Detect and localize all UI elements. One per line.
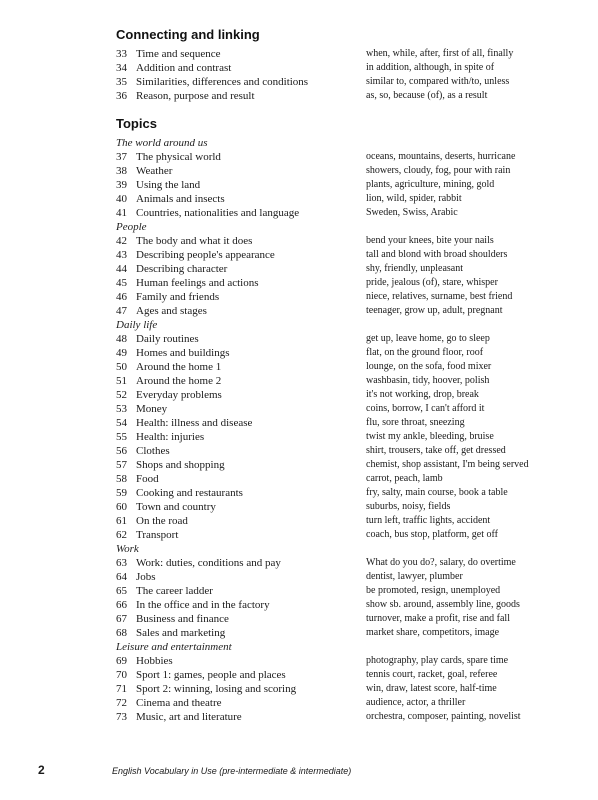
unit-examples: shy, friendly, unpleasant — [366, 263, 464, 274]
unit-row — [116, 61, 576, 75]
unit-number: 60 — [116, 501, 127, 513]
unit-row — [116, 402, 576, 416]
unit-topic: Ages and stages — [136, 305, 207, 317]
unit-examples: shirt, trousers, take off, get dressed — [366, 445, 506, 456]
unit-row — [116, 626, 576, 640]
book-title: English Vocabulary in Use (pre-intermediate & intermediate) — [112, 766, 352, 776]
unit-topic: Money — [136, 403, 168, 415]
unit-row — [116, 500, 576, 514]
unit-number: 61 — [116, 515, 127, 527]
unit-topic: Daily routines — [136, 333, 199, 345]
unit-topic: Hobbies — [136, 655, 173, 667]
unit-row — [116, 444, 576, 458]
unit-examples: chemist, shop assistant, I'm being served — [366, 459, 529, 470]
unit-number: 51 — [116, 375, 127, 387]
unit-examples: suburbs, noisy, fields — [366, 501, 451, 512]
unit-row — [116, 528, 576, 542]
unit-examples: washbasin, tidy, hoover, polish — [366, 375, 490, 386]
unit-number: 41 — [116, 207, 127, 219]
unit-number: 43 — [116, 249, 127, 261]
unit-examples: flat, on the ground floor, roof — [366, 347, 484, 358]
unit-examples: turn left, traffic lights, accident — [366, 515, 491, 526]
unit-topic: Family and friends — [136, 291, 220, 303]
unit-topic: Cinema and theatre — [136, 697, 222, 709]
unit-row — [116, 346, 576, 360]
unit-number: 59 — [116, 487, 127, 499]
unit-topic: Reason, purpose and result — [136, 90, 255, 102]
unit-number: 57 — [116, 459, 127, 471]
unit-examples: dentist, lawyer, plumber — [366, 571, 463, 582]
unit-row — [116, 682, 576, 696]
group-title: Leisure and entertainment — [116, 641, 232, 653]
unit-examples: carrot, peach, lamb — [366, 473, 443, 484]
unit-examples: be promoted, resign, unemployed — [366, 585, 501, 596]
unit-number: 66 — [116, 599, 127, 611]
contents-sections — [116, 26, 576, 724]
unit-examples: tennis court, racket, goal, referee — [366, 669, 498, 680]
unit-row — [116, 206, 576, 220]
unit-examples: plants, agriculture, mining, gold — [366, 179, 495, 190]
group-title: Work — [116, 543, 139, 555]
unit-number: 73 — [116, 711, 127, 723]
unit-examples: orchestra, composer, painting, novelist — [366, 711, 521, 722]
unit-topic: Shops and shopping — [136, 459, 225, 471]
unit-row — [116, 514, 576, 528]
group-title: The world around us — [116, 137, 208, 149]
unit-examples: coach, bus stop, platform, get off — [366, 529, 499, 540]
unit-topic: Countries, nationalities and language — [136, 207, 300, 219]
unit-examples: niece, relatives, surname, best friend — [366, 291, 513, 302]
unit-group — [116, 136, 576, 220]
unit-number: 68 — [116, 627, 127, 639]
unit-examples: Sweden, Swiss, Arabic — [366, 207, 458, 218]
unit-topic: The body and what it does — [136, 235, 253, 247]
unit-topic: Jobs — [136, 571, 156, 583]
unit-topic: Business and finance — [136, 613, 229, 625]
unit-row — [116, 416, 576, 430]
unit-topic: Describing character — [136, 263, 228, 275]
unit-row — [116, 710, 576, 724]
unit-topic: Cooking and restaurants — [136, 487, 243, 499]
section-title: Connecting and linking — [116, 27, 260, 42]
unit-examples: turnover, make a profit, rise and fall — [366, 613, 510, 624]
unit-row — [116, 332, 576, 346]
unit-number: 36 — [116, 90, 127, 102]
unit-number: 65 — [116, 585, 127, 597]
unit-row — [116, 304, 576, 318]
unit-row — [116, 89, 576, 103]
unit-row — [116, 262, 576, 276]
unit-topic: The physical world — [136, 151, 221, 163]
unit-examples: pride, jealous (of), stare, whisper — [366, 277, 498, 288]
unit-examples: tall and blond with broad shoulders — [366, 249, 508, 260]
unit-row — [116, 150, 576, 164]
unit-topic: Health: illness and disease — [136, 417, 253, 429]
unit-topic: Addition and contrast — [136, 62, 232, 74]
unit-topic: Using the land — [136, 179, 201, 191]
unit-topic: Around the home 1 — [136, 361, 222, 373]
unit-topic: Time and sequence — [136, 48, 221, 60]
unit-row — [116, 360, 576, 374]
unit-examples: audience, actor, a thriller — [366, 697, 466, 708]
unit-examples: oceans, mountains, deserts, hurricane — [366, 151, 516, 162]
unit-group — [116, 318, 576, 542]
unit-row — [116, 472, 576, 486]
unit-examples: lounge, on the sofa, food mixer — [366, 361, 492, 372]
unit-number: 39 — [116, 179, 127, 191]
unit-number: 48 — [116, 333, 127, 345]
unit-topic: Sales and marketing — [136, 627, 226, 639]
section — [116, 26, 576, 103]
unit-row — [116, 654, 576, 668]
section — [116, 115, 576, 724]
unit-row — [116, 75, 576, 89]
unit-examples: fry, salty, main course, book a table — [366, 487, 508, 498]
unit-number: 44 — [116, 263, 127, 275]
unit-row — [116, 458, 576, 472]
unit-topic: Sport 1: games, people and places — [136, 669, 286, 681]
unit-row — [116, 276, 576, 290]
unit-examples: photography, play cards, spare time — [366, 655, 509, 666]
unit-number: 35 — [116, 76, 127, 88]
unit-topic: Health: injuries — [136, 431, 205, 443]
unit-number: 47 — [116, 305, 127, 317]
unit-number: 58 — [116, 473, 127, 485]
unit-number: 45 — [116, 277, 127, 289]
unit-number: 69 — [116, 655, 127, 667]
unit-row — [116, 556, 576, 570]
unit-topic: The career ladder — [136, 585, 213, 597]
unit-number: 63 — [116, 557, 127, 569]
unit-row — [116, 192, 576, 206]
unit-row — [116, 164, 576, 178]
unit-examples: bend your knees, bite your nails — [366, 235, 494, 246]
unit-row — [116, 612, 576, 626]
section-title: Topics — [116, 116, 157, 131]
unit-examples: it's not working, drop, break — [366, 389, 479, 400]
group-title: Daily life — [116, 319, 158, 331]
unit-examples: teenager, grow up, adult, pregnant — [366, 305, 503, 316]
unit-topic: Music, art and literature — [136, 711, 242, 723]
unit-number: 62 — [116, 529, 127, 541]
unit-topic: Human feelings and actions — [136, 277, 259, 289]
unit-row — [116, 388, 576, 402]
unit-topic: Everyday problems — [136, 389, 222, 401]
unit-examples: similar to, compared with/to, unless — [366, 76, 510, 87]
unit-topic: Food — [136, 473, 159, 485]
unit-topic: Town and country — [136, 501, 216, 513]
unit-number: 38 — [116, 165, 127, 177]
unit-topic: In the office and in the factory — [136, 599, 270, 611]
page-number: 2 — [38, 763, 45, 777]
unit-number: 72 — [116, 697, 127, 709]
unit-number: 37 — [116, 151, 127, 163]
unit-examples: as, so, because (of), as a result — [366, 90, 488, 101]
group-title: People — [116, 221, 147, 233]
unit-examples: win, draw, latest score, half-time — [366, 683, 497, 694]
unit-row — [116, 374, 576, 388]
unit-number: 67 — [116, 613, 127, 625]
unit-topic: Similarities, differences and conditions — [136, 76, 309, 88]
unit-row — [116, 696, 576, 710]
unit-group — [116, 47, 576, 103]
unit-examples: flu, sore throat, sneezing — [366, 417, 465, 428]
unit-examples: in addition, although, in spite of — [366, 62, 495, 73]
unit-topic: Sport 2: winning, losing and scoring — [136, 683, 297, 695]
unit-examples: twist my ankle, bleeding, bruise — [366, 431, 494, 442]
unit-examples: show sb. around, assembly line, goods — [366, 599, 520, 610]
page-footer — [38, 763, 351, 777]
unit-group — [116, 542, 576, 640]
unit-row — [116, 248, 576, 262]
unit-topic: Weather — [136, 165, 173, 177]
unit-number: 49 — [116, 347, 127, 359]
unit-topic: Clothes — [136, 445, 170, 457]
unit-examples: market share, competitors, image — [366, 627, 500, 638]
unit-number: 40 — [116, 193, 127, 205]
unit-number: 50 — [116, 361, 127, 373]
unit-group — [116, 640, 576, 724]
unit-examples: coins, borrow, I can't afford it — [366, 403, 485, 414]
unit-examples: lion, wild, spider, rabbit — [366, 193, 462, 204]
unit-topic: Describing people's appearance — [136, 249, 275, 261]
unit-examples: What do you do?, salary, do overtime — [366, 557, 516, 568]
unit-examples: showers, cloudy, fog, pour with rain — [366, 165, 511, 176]
unit-number: 46 — [116, 291, 127, 303]
unit-row — [116, 486, 576, 500]
unit-row — [116, 290, 576, 304]
unit-topic: Around the home 2 — [136, 375, 222, 387]
unit-row — [116, 178, 576, 192]
unit-examples: when, while, after, first of all, finally — [366, 48, 514, 59]
unit-row — [116, 570, 576, 584]
unit-number: 56 — [116, 445, 127, 457]
contents-page — [116, 26, 576, 724]
unit-row — [116, 668, 576, 682]
unit-examples: get up, leave home, go to sleep — [366, 333, 490, 344]
unit-number: 34 — [116, 62, 127, 74]
unit-number: 70 — [116, 669, 127, 681]
unit-topic: Homes and buildings — [136, 347, 230, 359]
unit-group — [116, 220, 576, 318]
unit-number: 42 — [116, 235, 127, 247]
unit-number: 53 — [116, 403, 127, 415]
unit-row — [116, 598, 576, 612]
unit-number: 52 — [116, 389, 127, 401]
unit-row — [116, 584, 576, 598]
unit-row — [116, 47, 576, 61]
unit-number: 71 — [116, 683, 127, 695]
unit-topic: Work: duties, conditions and pay — [136, 557, 281, 569]
unit-number: 33 — [116, 48, 127, 60]
unit-number: 55 — [116, 431, 127, 443]
unit-topic: Transport — [136, 529, 179, 541]
unit-topic: On the road — [136, 515, 188, 527]
unit-number: 64 — [116, 571, 127, 583]
unit-row — [116, 234, 576, 248]
unit-row — [116, 430, 576, 444]
unit-topic: Animals and insects — [136, 193, 225, 205]
unit-number: 54 — [116, 417, 127, 429]
